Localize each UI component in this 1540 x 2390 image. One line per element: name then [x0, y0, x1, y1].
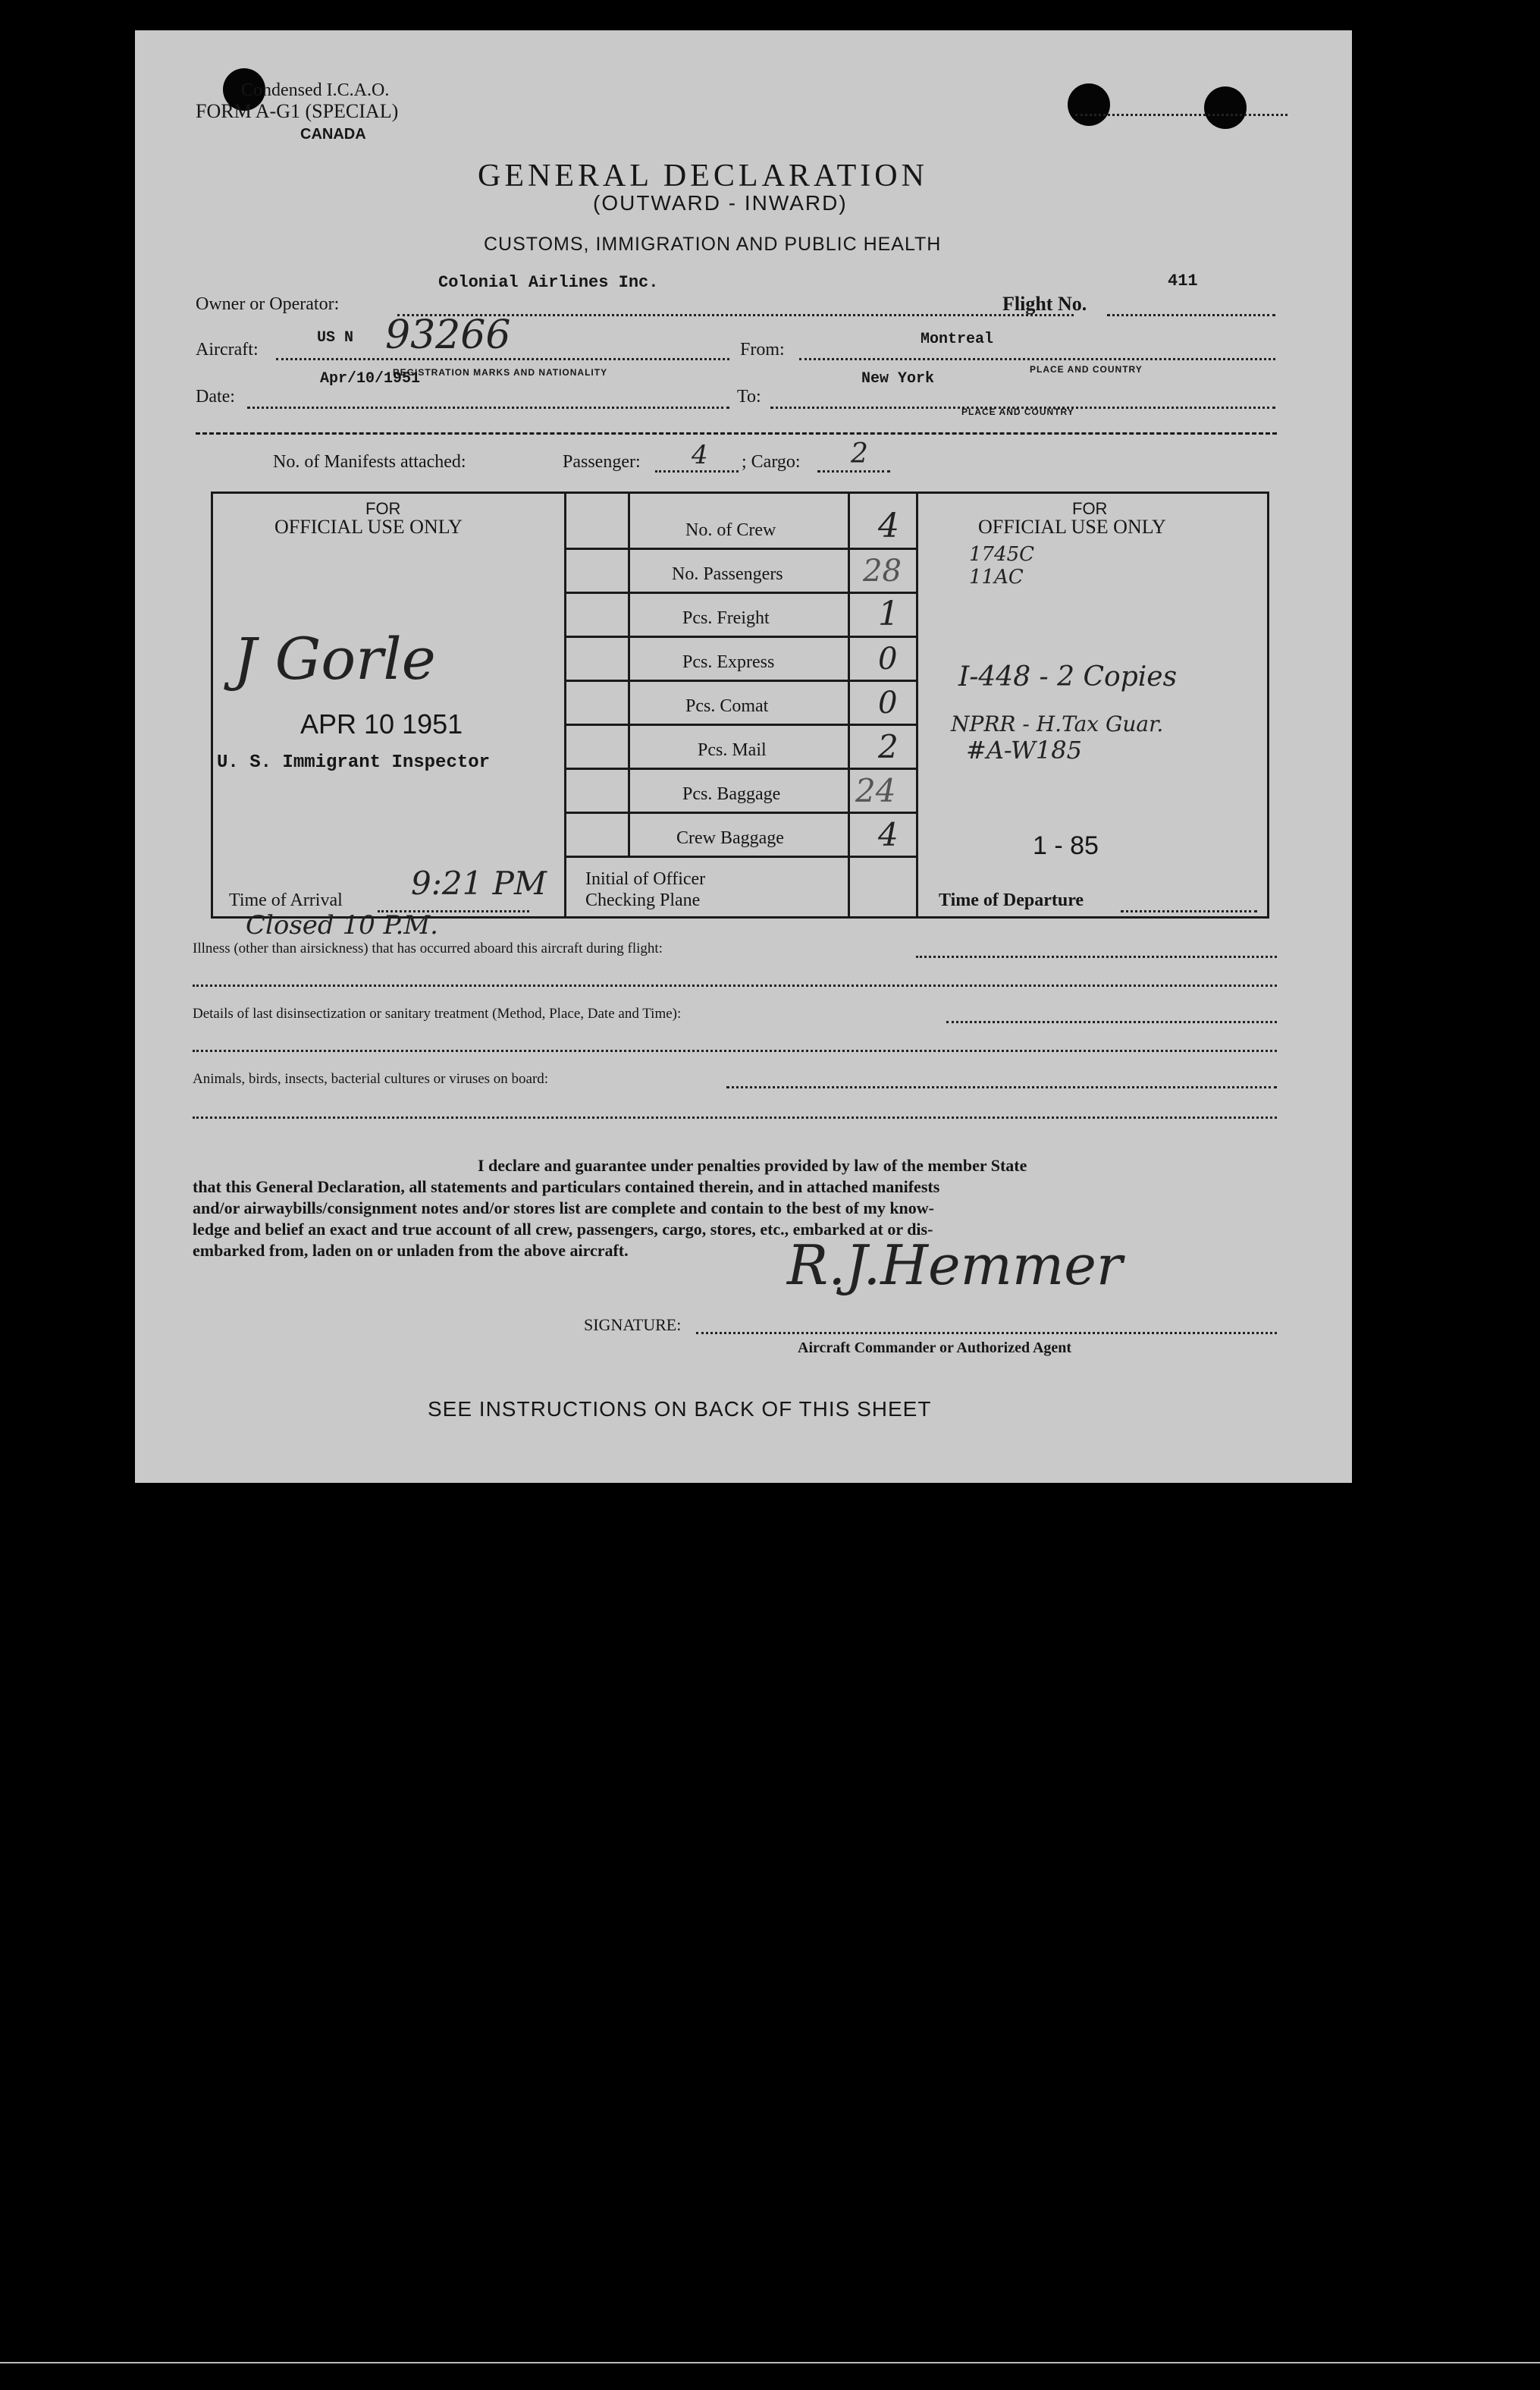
table-top-border: [211, 492, 1269, 494]
aircraft-value: 93266: [385, 312, 511, 358]
row-rule: [564, 680, 916, 682]
right-number: 1 - 85: [1033, 831, 1099, 860]
aircraft-prefix: US N: [317, 329, 354, 347]
illness-label: Illness (other than airsickness) that has occurred aboard this aircraft during flight:: [193, 941, 663, 956]
date-line: [247, 407, 729, 409]
disinsect-label: Details of last disinsectization or sanitary treatment (Method, Place, Date and Time):: [193, 1006, 682, 1022]
from-line: [799, 358, 1275, 360]
aircraft-caption: REGISTRATION MARKS AND NATIONALITY: [393, 367, 608, 378]
row-label-baggage: Pcs. Baggage: [682, 784, 781, 804]
declaration-line-5: embarked from, laden on or unladen from the above aircraft.: [193, 1241, 629, 1260]
row-label-mail: Pcs. Mail: [698, 740, 767, 760]
right-header-for: FOR: [1072, 499, 1108, 518]
date-label: Date:: [196, 387, 235, 407]
row-value-crew-baggage: 4: [878, 816, 899, 853]
animals-label: Animals, birds, insects, bacterial cultures or viruses on board:: [193, 1071, 549, 1087]
row-value-baggage: 24: [855, 772, 896, 809]
to-value: New York: [861, 370, 935, 388]
row-rule: [564, 724, 916, 726]
row-label-freight: Pcs. Freight: [682, 608, 770, 628]
row-value-express: 0: [878, 642, 898, 677]
row-label-crew-baggage: Crew Baggage: [676, 828, 784, 848]
form-number-line: [1075, 114, 1288, 116]
row-rule: [564, 636, 916, 638]
row-rule: [564, 768, 916, 770]
animals-line-1: [726, 1086, 1277, 1088]
flight-line: [1107, 314, 1275, 316]
illness-line-2: [193, 985, 1277, 987]
table-divider-2: [628, 492, 630, 856]
closed-note: Closed 10 P.M.: [246, 910, 438, 941]
right-note-3: I-448 - 2 Copies: [958, 661, 1178, 693]
from-label: From:: [740, 340, 785, 360]
table-left-border: [211, 492, 213, 918]
row-rule: [564, 856, 916, 858]
stamp-title: U. S. Immigrant Inspector: [217, 752, 491, 773]
left-header-official: OFFICIAL USE ONLY: [274, 516, 463, 538]
row-value-mail: 2: [878, 728, 899, 765]
section-divider: [196, 432, 1277, 435]
declaration-line-2: that this General Declaration, all statements and particulars contained therein, and in attached manifests: [193, 1177, 940, 1196]
row-label-passengers: No. Passengers: [672, 564, 783, 584]
cargo-line: [817, 470, 890, 473]
table-divider-4: [916, 492, 918, 918]
row-rule: [564, 812, 916, 814]
row-rule: [564, 548, 916, 550]
table-divider-1: [564, 492, 566, 918]
stamp-date: APR 10 1951: [300, 708, 463, 740]
from-value: Montreal: [921, 331, 994, 348]
signature-caption: Aircraft Commander or Authorized Agent: [798, 1339, 1072, 1356]
declaration-line-1: I declare and guarantee under penalties provided by law of the member State: [478, 1156, 1027, 1175]
manifests-label: No. of Manifests attached:: [273, 452, 466, 472]
declaration-line-3: and/or airwaybills/consignment notes and/or stores list are complete and contain to the best of my know-: [193, 1198, 935, 1217]
table-divider-3: [848, 492, 850, 918]
time-of-arrival-label: Time of Arrival: [229, 890, 343, 910]
row-value-freight: 1: [878, 595, 899, 633]
date-value: Apr/10/1951: [320, 370, 421, 388]
row-label-crew: No. of Crew: [685, 520, 776, 540]
row-label-express: Pcs. Express: [682, 652, 775, 672]
flight-label: Flight No.: [1002, 293, 1087, 315]
form-line-1: Condensed I.C.A.O.: [241, 80, 390, 100]
time-of-departure-label: Time of Departure: [939, 890, 1084, 910]
form-line-2: FORM A-G1 (SPECIAL): [196, 100, 399, 122]
department-line: CUSTOMS, IMMIGRATION AND PUBLIC HEALTH: [484, 234, 942, 255]
time-of-arrival-value: 9:21 PM: [411, 865, 547, 902]
footer-instructions: SEE INSTRUCTIONS ON BACK OF THIS SHEET: [428, 1397, 932, 1421]
row-rule: [564, 592, 916, 594]
form-country: CANADA: [300, 126, 366, 143]
right-note-2: 11AC: [969, 566, 1024, 589]
initial-label-2: Checking Plane: [585, 890, 701, 910]
row-value-passengers: 28: [863, 554, 902, 589]
punch-hole-right-2: [1204, 86, 1247, 129]
row-value-crew: 4: [878, 507, 899, 545]
page-subtitle: (OUTWARD - INWARD): [593, 191, 848, 215]
to-label: To:: [737, 387, 761, 407]
aircraft-line: [276, 358, 729, 360]
right-note-4: NPRR - H.Tax Guar.: [951, 711, 1164, 736]
owner-label: Owner or Operator:: [196, 294, 340, 314]
right-header-official: OFFICIAL USE ONLY: [978, 516, 1166, 538]
declaration-line-4: ledge and belief an exact and true account of all crew, passengers, cargo, stores, etc., embarked at or dis-: [193, 1220, 933, 1239]
inspector-signature: J Gorle: [234, 625, 436, 693]
to-caption: PLACE AND COUNTRY: [961, 407, 1074, 417]
signature-label: SIGNATURE:: [584, 1315, 682, 1334]
declaration-sheet: [135, 30, 1352, 1483]
page-title: GENERAL DECLARATION: [478, 159, 928, 193]
owner-value: Colonial Airlines Inc.: [438, 273, 659, 292]
illness-line-1: [916, 956, 1277, 958]
disinsect-line-1: [946, 1021, 1277, 1023]
left-header-for: FOR: [365, 499, 401, 518]
passenger-label: Passenger:: [563, 452, 641, 472]
signature-line: [696, 1332, 1277, 1334]
animals-line-2: [193, 1116, 1277, 1119]
aircraft-label: Aircraft:: [196, 340, 259, 360]
passenger-value: 4: [692, 440, 708, 470]
punch-hole-right-1: [1068, 83, 1110, 126]
cargo-value: 2: [851, 438, 868, 470]
cargo-label: ; Cargo:: [742, 452, 801, 472]
initial-label-1: Initial of Officer: [585, 869, 706, 889]
flight-value: 411: [1168, 272, 1198, 291]
right-note-5: #A-W185: [966, 736, 1082, 765]
table-right-border: [1267, 492, 1269, 918]
time-of-departure-line: [1121, 910, 1257, 912]
commander-signature: R.J.Hemmer: [787, 1233, 1123, 1297]
right-note-1: 1745C: [969, 543, 1035, 566]
disinsect-line-2: [193, 1050, 1277, 1052]
scan-edge-line: [0, 2362, 1540, 2363]
row-label-comat: Pcs. Comat: [685, 696, 769, 716]
from-caption: PLACE AND COUNTRY: [1030, 364, 1143, 375]
row-value-comat: 0: [878, 686, 898, 721]
passenger-line: [655, 470, 739, 473]
